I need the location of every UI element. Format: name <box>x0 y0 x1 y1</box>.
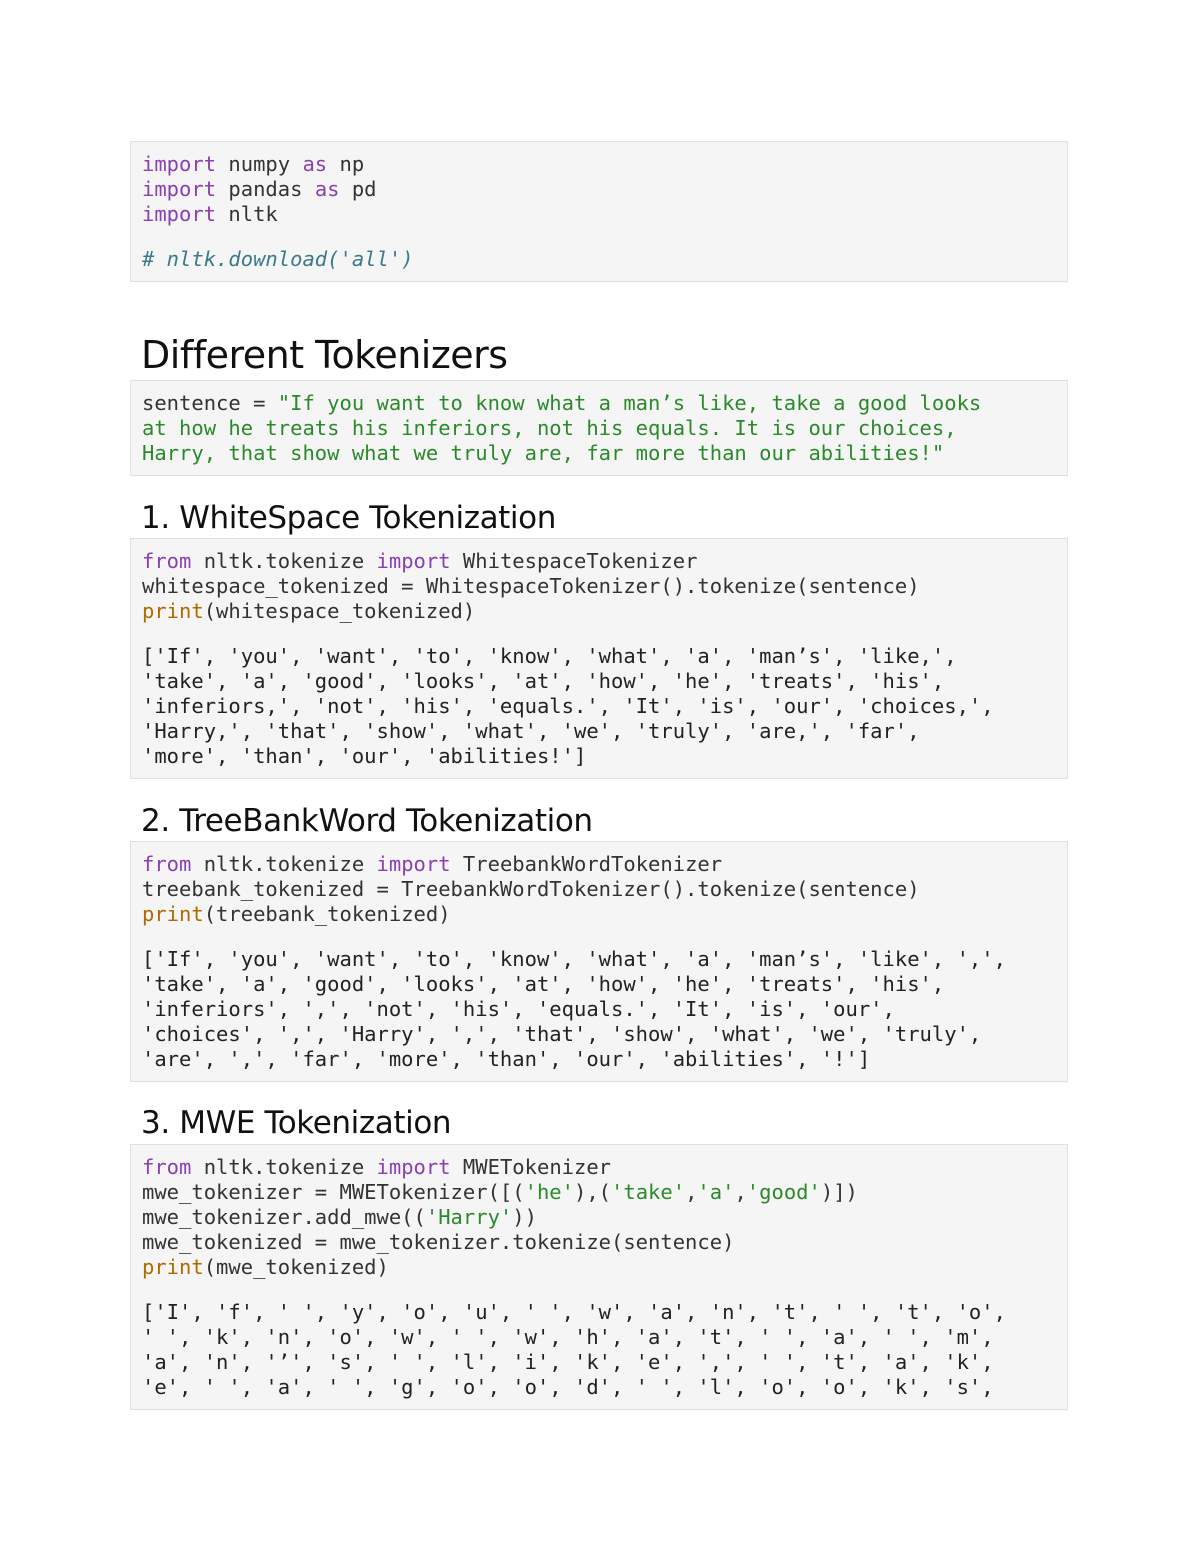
alias-pd: pd <box>339 177 377 201</box>
string-literal: 'good' <box>746 1180 821 1204</box>
sentence-assign: sentence = <box>142 391 278 415</box>
code-imports <box>131 142 1067 272</box>
section-heading-treebank: 2. TreeBankWord Tokenization <box>141 803 593 839</box>
code-line-assign: treebank_tokenized = TreebankWordTokenizer().tokenize(sentence) <box>142 877 920 901</box>
keyword-import: import <box>142 202 217 226</box>
string-literal: 'he' <box>524 1180 574 1204</box>
code-fragment: )) <box>512 1205 537 1229</box>
sentence-string-line-3: Harry, that show what we truly are, far more than our abilities!" <box>142 441 945 465</box>
code-cell-treebank[interactable] <box>130 841 1068 1082</box>
keyword-import: import <box>376 1155 451 1179</box>
code-mwe <box>131 1145 1067 1280</box>
output-line: 'Harry,', 'that', 'show', 'what', 'we', 'truly', 'are,', 'far', <box>142 719 920 743</box>
string-literal: 'Harry' <box>425 1205 513 1229</box>
output-treebank <box>131 927 1067 1072</box>
output-line: 'take', 'a', 'good', 'looks', 'at', 'how', 'he', 'treats', 'his', <box>142 972 945 996</box>
module-numpy: numpy <box>216 152 303 176</box>
output-line: ' ', 'k', 'n', 'o', 'w', ' ', 'w', 'h', 'a', 't', ' ', 'a', ' ', 'm', <box>142 1325 994 1349</box>
code-fragment: , <box>734 1180 747 1204</box>
output-line: 'inferiors', ',', 'not', 'his', 'equals.', 'It', 'is', 'our', <box>142 997 895 1021</box>
code-fragment: ),( <box>573 1180 612 1204</box>
module-path: nltk.tokenize <box>191 549 377 573</box>
keyword-import: import <box>376 852 451 876</box>
output-whitespace <box>131 624 1067 769</box>
output-line: 'e', ' ', 'a', ' ', 'g', 'o', 'o', 'd', ' ', 'l', 'o', 'o', 'k', 's', <box>142 1375 994 1399</box>
keyword-import: import <box>142 152 217 176</box>
code-line-assign: mwe_tokenized = mwe_tokenizer.tokenize(sentence) <box>142 1230 735 1254</box>
string-literal: 'a' <box>697 1180 735 1204</box>
output-line: ['If', 'you', 'want', 'to', 'know', 'what', 'a', 'man’s', 'like', ',', <box>142 947 1006 971</box>
section-heading-whitespace: 1. WhiteSpace Tokenization <box>141 500 556 536</box>
print-args: (mwe_tokenized) <box>203 1255 389 1279</box>
string-literal: 'take' <box>611 1180 686 1204</box>
output-line: 'choices', ',', 'Harry', ',', 'that', 'show', 'what', 'we', 'truly', <box>142 1022 982 1046</box>
code-cell-imports[interactable] <box>130 141 1068 282</box>
keyword-as: as <box>302 152 328 176</box>
code-fragment: mwe_tokenizer = MWETokenizer([( <box>142 1180 525 1204</box>
output-line: ['I', 'f', ' ', 'y', 'o', 'u', ' ', 'w', 'a', 'n', 't', ' ', 't', 'o', <box>142 1300 1006 1324</box>
sentence-string-line-2: at how he treats his inferiors, not his equals. It is our choices, <box>142 416 957 440</box>
module-pandas: pandas <box>216 177 315 201</box>
code-fragment: , <box>685 1180 698 1204</box>
keyword-import: import <box>142 177 217 201</box>
keyword-as: as <box>314 177 340 201</box>
code-comment: # nltk.download('all') <box>142 247 414 271</box>
keyword-from: from <box>142 549 192 573</box>
section-heading-mwe: 3. MWE Tokenization <box>141 1105 452 1141</box>
print-args: (treebank_tokenized) <box>203 902 451 926</box>
output-line: ['If', 'you', 'want', 'to', 'know', 'what', 'a', 'man’s', 'like,', <box>142 644 957 668</box>
output-line: 'take', 'a', 'good', 'looks', 'at', 'how', 'he', 'treats', 'his', <box>142 669 945 693</box>
code-fragment: )]) <box>820 1180 858 1204</box>
keyword-import: import <box>376 549 451 573</box>
sentence-string-line-1: "If you want to know what a man’s like, take a good looks <box>277 391 982 415</box>
output-line: 'more', 'than', 'our', 'abilities!'] <box>142 744 587 768</box>
code-whitespace <box>131 539 1067 624</box>
page-title: Different Tokenizers <box>141 333 508 377</box>
output-line: 'inferiors,', 'not', 'his', 'equals.', 'It', 'is', 'our', 'choices,', <box>142 694 994 718</box>
import-name: MWETokenizer <box>450 1155 612 1179</box>
code-line-assign: whitespace_tokenized = WhitespaceTokenizer().tokenize(sentence) <box>142 574 920 598</box>
module-nltk: nltk <box>216 202 278 226</box>
code-cell-sentence[interactable] <box>130 380 1068 476</box>
module-path: nltk.tokenize <box>191 1155 377 1179</box>
output-line: 'a', 'n', '’', 's', ' ', 'l', 'i', 'k', 'e', ',', ' ', 't', 'a', 'k', <box>142 1350 994 1374</box>
keyword-from: from <box>142 852 192 876</box>
code-cell-whitespace[interactable] <box>130 538 1068 779</box>
code-treebank <box>131 842 1067 927</box>
keyword-print: print <box>142 599 204 623</box>
import-name: WhitespaceTokenizer <box>450 549 698 573</box>
alias-np: np <box>327 152 365 176</box>
code-cell-mwe[interactable] <box>130 1144 1068 1410</box>
keyword-from: from <box>142 1155 192 1179</box>
output-mwe <box>131 1280 1067 1400</box>
import-name: TreebankWordTokenizer <box>450 852 723 876</box>
output-line: 'are', ',', 'far', 'more', 'than', 'our', 'abilities', '!'] <box>142 1047 871 1071</box>
module-path: nltk.tokenize <box>191 852 377 876</box>
print-args: (whitespace_tokenized) <box>203 599 476 623</box>
code-fragment: mwe_tokenizer.add_mwe(( <box>142 1205 426 1229</box>
code-sentence <box>131 381 1067 466</box>
keyword-print: print <box>142 902 204 926</box>
keyword-print: print <box>142 1255 204 1279</box>
